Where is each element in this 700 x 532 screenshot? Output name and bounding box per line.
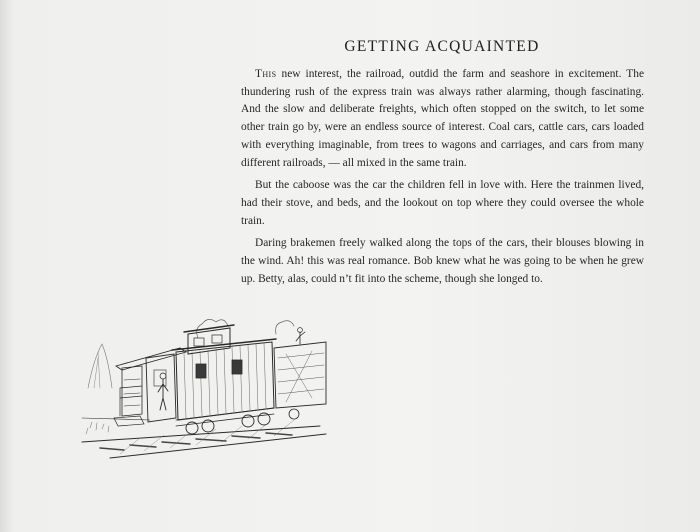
caboose-illustration bbox=[80, 308, 330, 468]
paragraph-2 bbox=[241, 177, 644, 230]
paragraph-3-text: Daring brakemen freely walked along the tops of the cars, their blouses blowing in the wind. Ah! this was real romance. Bob knew what he was going to be when he grew up. Betty, alas, could n’t fit into the scheme, though she longed to. bbox=[241, 237, 644, 285]
paragraph-1-text: new interest, the railroad, outdid the farm and seashore in excitement. The thundering rush of the express train was always rather alarming, though fascinating. And the slow and deliberate freights, which often stopped on the switch, to let some other train go by, were an endless source of interest. Coal cars, cattle cars, cars loaded with everything imaginable, from trees to wagons and carriages, and cars from many different railroads, — all mixed in the same train. bbox=[241, 68, 644, 169]
body-text bbox=[241, 66, 644, 293]
paragraph-2-text: But the caboose was the car the children fell in love with. Here the trainmen lived, had their stove, and beds, and the lookout on top where they could oversee the whole train. bbox=[241, 179, 644, 227]
paragraph-1 bbox=[241, 66, 644, 172]
chapter-title: GETTING ACQUAINTED bbox=[344, 38, 540, 55]
paragraph-1-lead: This bbox=[255, 68, 277, 80]
paragraph-3 bbox=[241, 235, 644, 288]
